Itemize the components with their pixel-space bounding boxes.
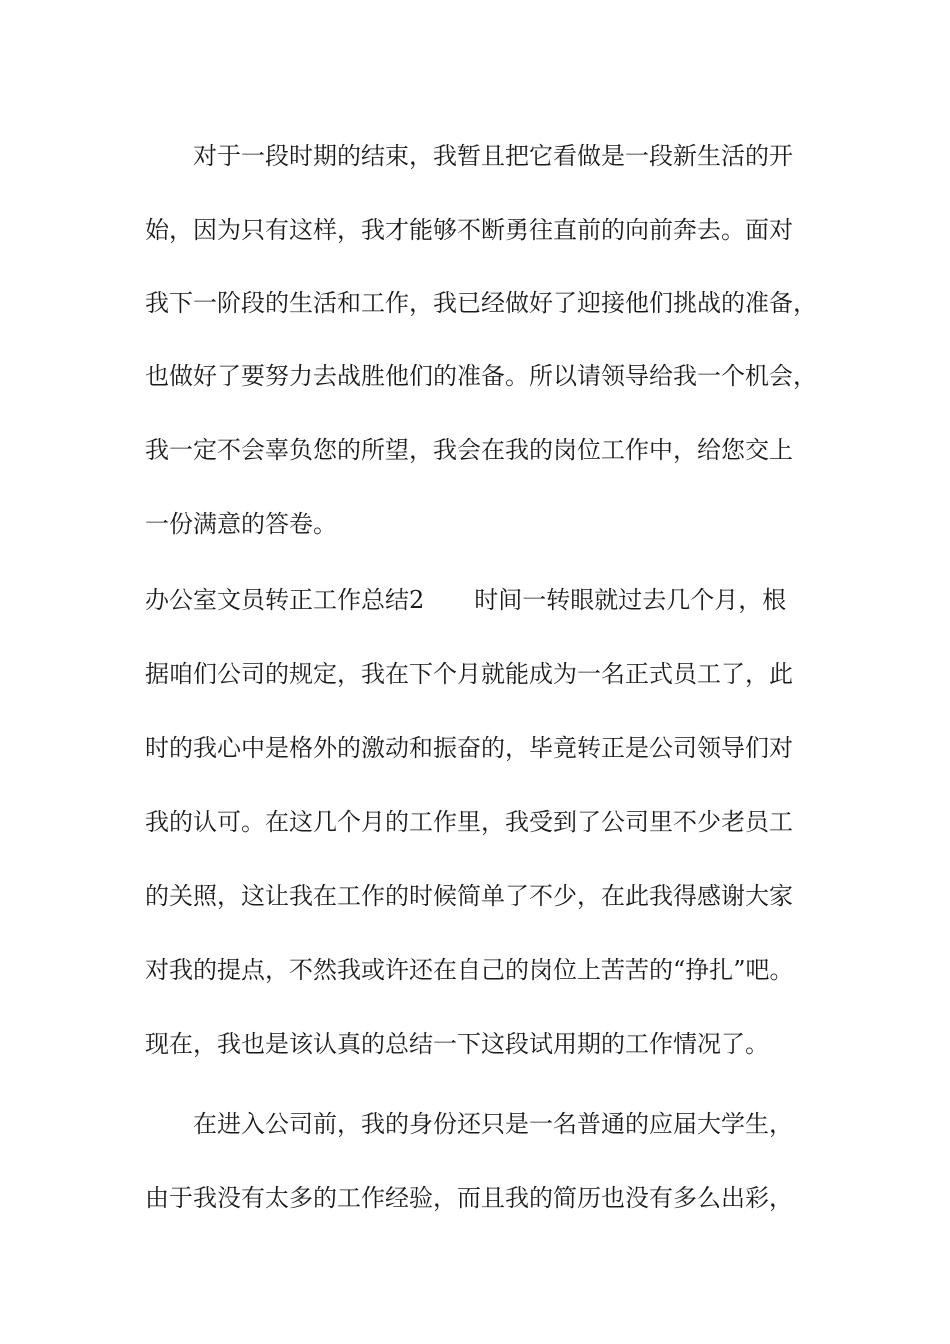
paragraph-1-line-2: 始，因为只有这样，我才能够不断勇往直前的向前奔去。面对 (145, 216, 793, 244)
paragraph-1-line-3: 我下一阶段的生活和工作，我已经做好了迎接他们挑战的准备， (145, 289, 817, 317)
paragraph-2-line-5: 的关照，这让我在工作的时候简单了不少，在此我得感谢大家 (145, 882, 793, 910)
paragraph-2-line-3: 时的我心中是格外的激动和振奋的，毕竟转正是公司领导们对 (145, 734, 793, 762)
paragraph-2-line-6: 对我的提点，不然我或许还在自己的岗位上苦苦的“挣扎”吧。 (145, 956, 794, 984)
paragraph-1-line-4: 也做好了要努力去战胜他们的准备。所以请领导给我一个机会， (145, 362, 817, 390)
section-heading: 办公室文员转正工作总结2 (145, 586, 425, 614)
section-heading-line (145, 580, 815, 620)
paragraph-1-line-6: 一份满意的答卷。 (145, 510, 337, 538)
paragraph-3-line-2: 由于我没有太多的工作经验，而且我的简历也没有多么出彩， (145, 1184, 793, 1212)
paragraph-1-line-5: 我一定不会辜负您的所望，我会在我的岗位工作中，给您交上 (145, 436, 793, 464)
paragraph-2-line-7: 现在，我也是该认真的总结一下这段试用期的工作情况了。 (145, 1030, 769, 1058)
paragraph-3-line-1: 在进入公司前，我的身份还只是一名普通的应届大学生， (193, 1110, 793, 1138)
paragraph-2-line-1: 时间一转眼就过去几个月，根 (474, 586, 787, 614)
paragraph-1-line-1: 对于一段时期的结束，我暂且把它看做是一段新生活的开 (193, 142, 793, 170)
paragraph-2-line-4: 我的认可。在这几个月的工作里，我受到了公司里不少老员工 (145, 808, 793, 836)
paragraph-2-line-2: 据咱们公司的规定，我在下个月就能成为一名正式员工了，此 (145, 660, 793, 688)
